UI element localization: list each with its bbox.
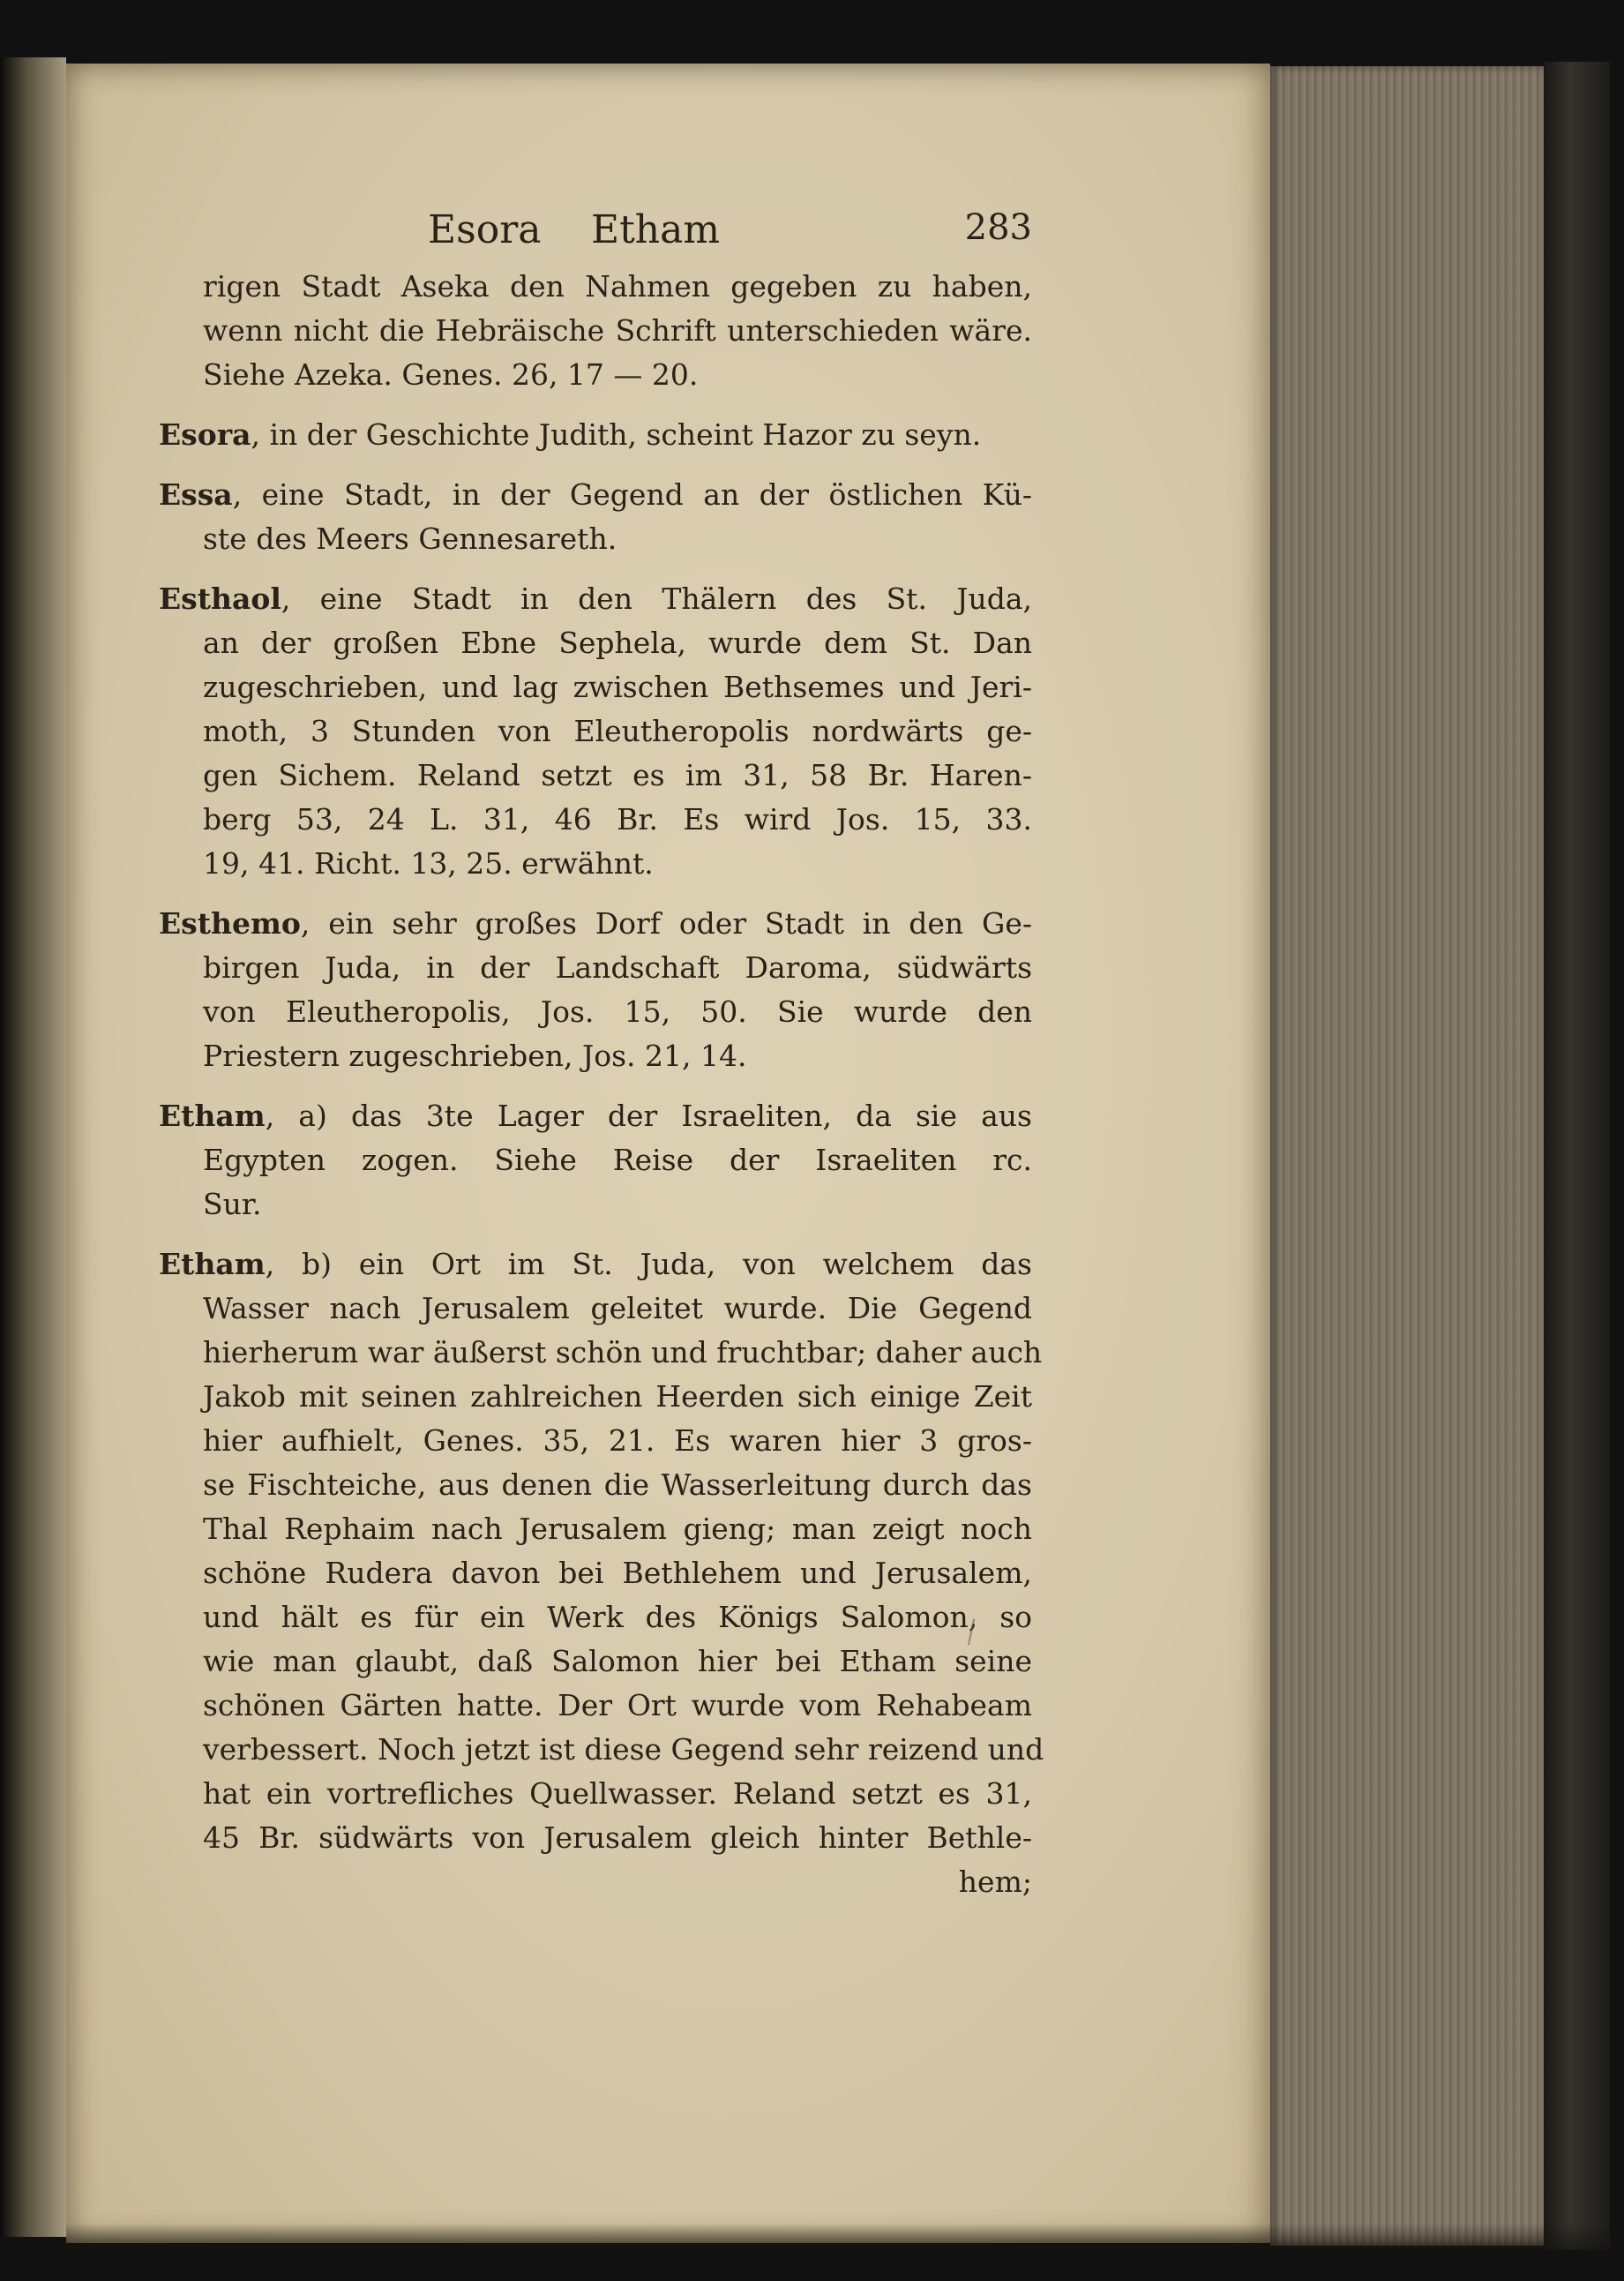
book-cover xyxy=(1544,62,1610,2250)
page-block-edge xyxy=(1270,66,1544,2246)
previous-page-edge xyxy=(0,57,66,2237)
text-line xyxy=(159,1138,1032,1182)
text-line xyxy=(159,1772,1032,1816)
line-text: 45 Br. südwärts von Jerusalem gleich hinter Bethle- xyxy=(203,1820,1032,1855)
line-text: schöne Rudera davon bei Bethlehem und Jerusalem, xyxy=(203,1556,1032,1590)
entry-first-line xyxy=(159,902,1032,946)
line-text: an der großen Ebne Sephela, wurde dem St. Dan xyxy=(203,626,1032,660)
text-line xyxy=(159,1595,1032,1639)
entry-first-line xyxy=(159,1094,1032,1138)
line-text: Thal Rephaim nach Jerusalem gieng; man zeigt noch xyxy=(203,1512,1032,1546)
entry-first-line xyxy=(159,473,1032,517)
text-line xyxy=(159,309,1032,353)
line-text: rigen Stadt Aseka den Nahmen gegeben zu haben, xyxy=(203,269,1032,304)
text-line xyxy=(159,1034,1032,1078)
line-text: ste des Meers Gennesareth. xyxy=(203,521,617,556)
text-line xyxy=(159,946,1032,990)
line-text: Jakob mit seinen zahlreichen Heerden sich einige Zeit xyxy=(203,1379,1032,1414)
entry-first-line xyxy=(159,577,1032,621)
page-number: 283 xyxy=(964,207,1032,248)
line-text: se Fischteiche, aus denen die Wasserleitung durch das xyxy=(203,1467,1032,1502)
line-text: birgen Juda, in der Landschaft Daroma, südwärts xyxy=(203,950,1032,985)
line-text: hem; xyxy=(958,1865,1032,1899)
entry-first-line xyxy=(159,1242,1032,1287)
line-text: schönen Gärten hatte. Der Ort wurde vom Rehabeam xyxy=(203,1688,1032,1722)
text-line xyxy=(159,1551,1032,1595)
line-text: , in der Geschichte Judith, scheint Hazor zu seyn. xyxy=(251,417,982,452)
text-line xyxy=(159,1287,1032,1331)
running-header xyxy=(159,199,1032,265)
text-line xyxy=(159,1728,1044,1772)
line-text: und hält es für ein Werk des Königs Salomon, so xyxy=(203,1600,1032,1634)
entry-first-line xyxy=(159,413,1032,457)
text-line xyxy=(159,1463,1032,1507)
text-line xyxy=(159,621,1032,665)
text-line xyxy=(159,798,1032,842)
entry-lemma: Esthemo xyxy=(159,906,301,941)
entry-lemma: Esthaol xyxy=(159,582,281,616)
line-text: gen Sichem. Reland setzt es im 31, 58 Br. Haren- xyxy=(203,758,1032,792)
line-text: , a) das 3te Lager der Israeliten, da sie aus xyxy=(265,1099,1032,1133)
line-text: berg 53, 24 L. 31, 46 Br. Es wird Jos. 15, 33. xyxy=(203,802,1032,837)
text-line xyxy=(159,990,1032,1034)
body-text xyxy=(159,265,1044,1904)
line-text: moth, 3 Stunden von Eleutheropolis nordwärts ge- xyxy=(203,714,1032,748)
text-line xyxy=(159,517,1032,561)
line-text: verbessert. Noch jetzt ist diese Gegend sehr reizend und xyxy=(203,1732,1044,1767)
text-block xyxy=(159,199,1044,1904)
line-text: , eine Stadt in den Thälern des St. Juda, xyxy=(281,582,1032,616)
line-text: , b) ein Ort im St. Juda, von welchem das xyxy=(265,1247,1032,1281)
line-text: , eine Stadt, in der Gegend an der östlichen Kü- xyxy=(232,477,1032,512)
text-line xyxy=(159,1375,1032,1419)
text-line xyxy=(159,353,1032,397)
line-text: , ein sehr großes Dorf oder Stadt in den Ge- xyxy=(300,906,1032,941)
line-text: Siehe Azeka. Genes. 26, 17 — 20. xyxy=(203,357,699,392)
header-left-keyword: Esora xyxy=(428,207,542,252)
line-text: Wasser nach Jerusalem geleitet wurde. Die Gegend xyxy=(203,1291,1032,1325)
line-text: von Eleutheropolis, Jos. 15, 50. Sie wurde den xyxy=(203,994,1032,1029)
entry-lemma: Essa xyxy=(159,477,233,512)
text-line xyxy=(159,1182,1032,1227)
text-line xyxy=(159,709,1032,754)
bottom-shadow xyxy=(66,2224,1610,2250)
text-line xyxy=(159,1639,1032,1684)
line-text: wie man glaubt, daß Salomon hier bei Etham seine xyxy=(203,1644,1032,1678)
line-text: hier aufhielt, Genes. 35, 21. Es waren hier 3 gros- xyxy=(203,1423,1032,1458)
line-text: wenn nicht die Hebräische Schrift unterschieden wäre. xyxy=(203,313,1032,348)
entry-lemma: Esora xyxy=(159,417,251,452)
line-text: Sur. xyxy=(203,1187,262,1221)
text-line xyxy=(159,665,1032,709)
line-text: Priestern zugeschrieben, Jos. 21, 14. xyxy=(203,1039,747,1073)
text-line xyxy=(159,1684,1032,1728)
line-text: hat ein vortrefliches Quellwasser. Reland setzt es 31, xyxy=(203,1776,1032,1811)
line-text: 19, 41. Richt. 13, 25. erwähnt. xyxy=(203,846,654,881)
text-line xyxy=(159,1816,1032,1860)
text-line xyxy=(159,1860,1032,1904)
header-right-keyword: Etham xyxy=(591,207,721,252)
line-text: Egypten zogen. Siehe Reise der Israeliten rc. xyxy=(203,1143,1032,1177)
text-line xyxy=(159,754,1032,798)
entry-lemma: Etham xyxy=(159,1099,266,1133)
text-line xyxy=(159,265,1032,309)
line-text: hierherum war äußerst schön und fruchtbar; daher auch xyxy=(203,1335,1043,1369)
line-text: zugeschrieben, und lag zwischen Bethsemes und Jeri- xyxy=(203,670,1032,704)
text-line xyxy=(159,1507,1032,1551)
text-line xyxy=(159,842,1032,886)
text-line xyxy=(159,1419,1032,1463)
entry-lemma: Etham xyxy=(159,1247,266,1281)
text-line xyxy=(159,1331,1043,1375)
